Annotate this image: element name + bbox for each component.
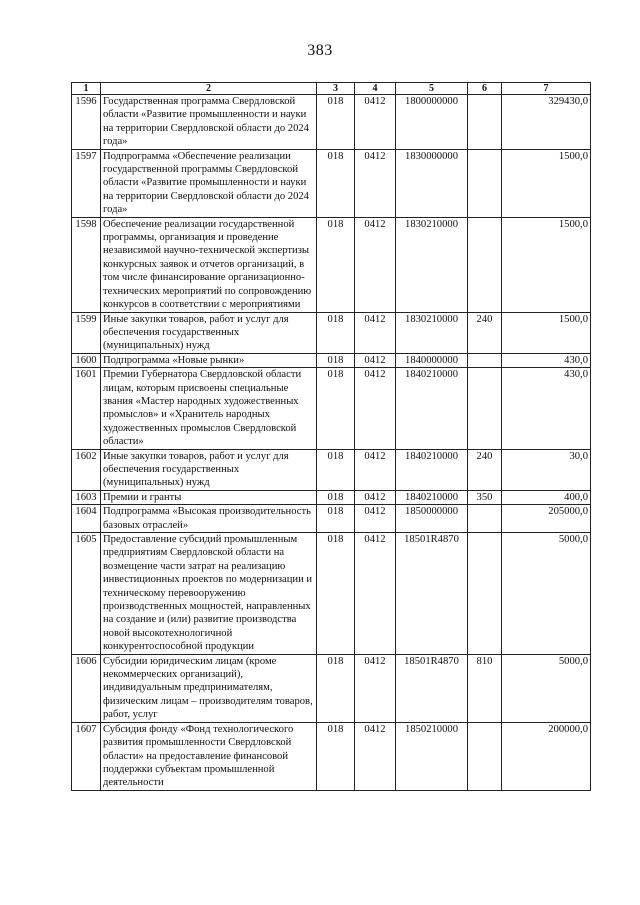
row-number: 1600 [72, 353, 101, 367]
row-section-code: 0412 [355, 449, 396, 490]
row-dept-code: 018 [317, 353, 355, 367]
row-name: Иные закупки товаров, работ и услуг для обеспечения государственных (муниципальных) нужд [101, 449, 317, 490]
row-section-code: 0412 [355, 490, 396, 504]
row-expense-type: 810 [468, 654, 502, 722]
row-expense-type [468, 533, 502, 655]
row-number: 1605 [72, 533, 101, 655]
row-section-code: 0412 [355, 722, 396, 790]
page-number: 383 [307, 42, 333, 59]
row-name: Подпрограмма «Обеспечение реализации государственной программы Свердловской области «Развитие промышленности и науки на территории Свердловской области до 2024 года» [101, 149, 317, 217]
row-section-code: 0412 [355, 95, 396, 150]
row-target-code: 18501R4870 [396, 533, 468, 655]
row-number: 1607 [72, 722, 101, 790]
row-dept-code: 018 [317, 149, 355, 217]
row-target-code: 1840210000 [396, 449, 468, 490]
row-name: Субсидия фонду «Фонд технологического развития промышленности Свердловской области» на предоставление финансовой поддержки субъектам промышленной деятельности [101, 722, 317, 790]
row-expense-type: 350 [468, 490, 502, 504]
row-section-code: 0412 [355, 217, 396, 312]
row-expense-type [468, 368, 502, 449]
row-amount: 5000,0 [502, 654, 591, 722]
row-section-code: 0412 [355, 312, 396, 353]
row-name: Подпрограмма «Высокая производительность базовых отраслей» [101, 505, 317, 533]
row-expense-type [468, 353, 502, 367]
col-header: 2 [101, 83, 317, 95]
table-row [72, 353, 591, 367]
row-amount: 329430,0 [502, 95, 591, 150]
row-amount: 1500,0 [502, 149, 591, 217]
table-row [72, 217, 591, 312]
row-number: 1603 [72, 490, 101, 504]
row-target-code: 1800000000 [396, 95, 468, 150]
row-amount: 400,0 [502, 490, 591, 504]
row-number: 1602 [72, 449, 101, 490]
row-expense-type [468, 149, 502, 217]
row-amount: 1500,0 [502, 312, 591, 353]
row-expense-type: 240 [468, 449, 502, 490]
col-header: 3 [317, 83, 355, 95]
row-number: 1597 [72, 149, 101, 217]
row-name: Иные закупки товаров, работ и услуг для обеспечения государственных (муниципальных) нужд [101, 312, 317, 353]
row-section-code: 0412 [355, 505, 396, 533]
row-expense-type [468, 505, 502, 533]
row-dept-code: 018 [317, 654, 355, 722]
row-dept-code: 018 [317, 533, 355, 655]
table-row [72, 312, 591, 353]
row-number: 1606 [72, 654, 101, 722]
row-target-code: 1830210000 [396, 217, 468, 312]
row-section-code: 0412 [355, 149, 396, 217]
table-row [72, 505, 591, 533]
row-target-code: 1850000000 [396, 505, 468, 533]
row-name: Обеспечение реализации государственной программы, организация и проведение независимой научно-технической экспертизы конкурсных заявок и отчетов организаций, в том числе финансирование организационно-технических мероприятий по сопровождению конкурсов в соответствии с мероприятиями [101, 217, 317, 312]
table-row [72, 490, 591, 504]
row-name: Государственная программа Свердловской области «Развитие промышленности и науки на территории Свердловской области до 2024 года» [101, 95, 317, 150]
col-header: 7 [502, 83, 591, 95]
table-row [72, 149, 591, 217]
row-section-code: 0412 [355, 353, 396, 367]
row-name: Премии Губернатора Свердловской области лицам, которым присвоены специальные звания «Мастер народных художественных промыслов» и «Хранитель народных художественных промыслов Свердловской области» [101, 368, 317, 449]
row-number: 1599 [72, 312, 101, 353]
row-name: Субсидии юридическим лицам (кроме некоммерческих организаций), индивидуальным предпринимателям, физическим лицам – производителям товаров, работ, услуг [101, 654, 317, 722]
row-dept-code: 018 [317, 449, 355, 490]
table-row [72, 654, 591, 722]
row-target-code: 1830000000 [396, 149, 468, 217]
row-target-code: 1840210000 [396, 368, 468, 449]
row-dept-code: 018 [317, 368, 355, 449]
row-target-code: 1840210000 [396, 490, 468, 504]
row-expense-type [468, 217, 502, 312]
row-name: Предоставление субсидий промышленным предприятиям Свердловской области на возмещение части затрат на реализацию инвестиционных проектов по модернизации и техническому перевооружению производственных мощностей, направленных на создание и (или) развитие производства новой высокотехнологичной конкурентоспособной продукции [101, 533, 317, 655]
row-amount: 30,0 [502, 449, 591, 490]
row-dept-code: 018 [317, 95, 355, 150]
row-number: 1604 [72, 505, 101, 533]
row-section-code: 0412 [355, 654, 396, 722]
row-name: Подпрограмма «Новые рынки» [101, 353, 317, 367]
row-section-code: 0412 [355, 368, 396, 449]
col-header: 6 [468, 83, 502, 95]
table-row [72, 533, 591, 655]
row-target-code: 18501R4870 [396, 654, 468, 722]
row-dept-code: 018 [317, 312, 355, 353]
row-number: 1601 [72, 368, 101, 449]
row-target-code: 1850210000 [396, 722, 468, 790]
row-amount: 430,0 [502, 368, 591, 449]
col-header: 1 [72, 83, 101, 95]
row-section-code: 0412 [355, 533, 396, 655]
row-expense-type [468, 95, 502, 150]
col-header: 5 [396, 83, 468, 95]
row-dept-code: 018 [317, 217, 355, 312]
table-row [72, 449, 591, 490]
row-dept-code: 018 [317, 505, 355, 533]
row-target-code: 1840000000 [396, 353, 468, 367]
table-row [72, 368, 591, 449]
row-dept-code: 018 [317, 722, 355, 790]
row-expense-type: 240 [468, 312, 502, 353]
budget-table [71, 82, 591, 791]
row-amount: 430,0 [502, 353, 591, 367]
table-row [72, 722, 591, 790]
row-amount: 1500,0 [502, 217, 591, 312]
row-amount: 205000,0 [502, 505, 591, 533]
table-row [72, 95, 591, 150]
row-amount: 5000,0 [502, 533, 591, 655]
row-expense-type [468, 722, 502, 790]
col-header: 4 [355, 83, 396, 95]
row-dept-code: 018 [317, 490, 355, 504]
header-row [72, 83, 591, 95]
row-number: 1598 [72, 217, 101, 312]
row-name: Премии и гранты [101, 490, 317, 504]
row-target-code: 1830210000 [396, 312, 468, 353]
row-amount: 200000,0 [502, 722, 591, 790]
row-number: 1596 [72, 95, 101, 150]
